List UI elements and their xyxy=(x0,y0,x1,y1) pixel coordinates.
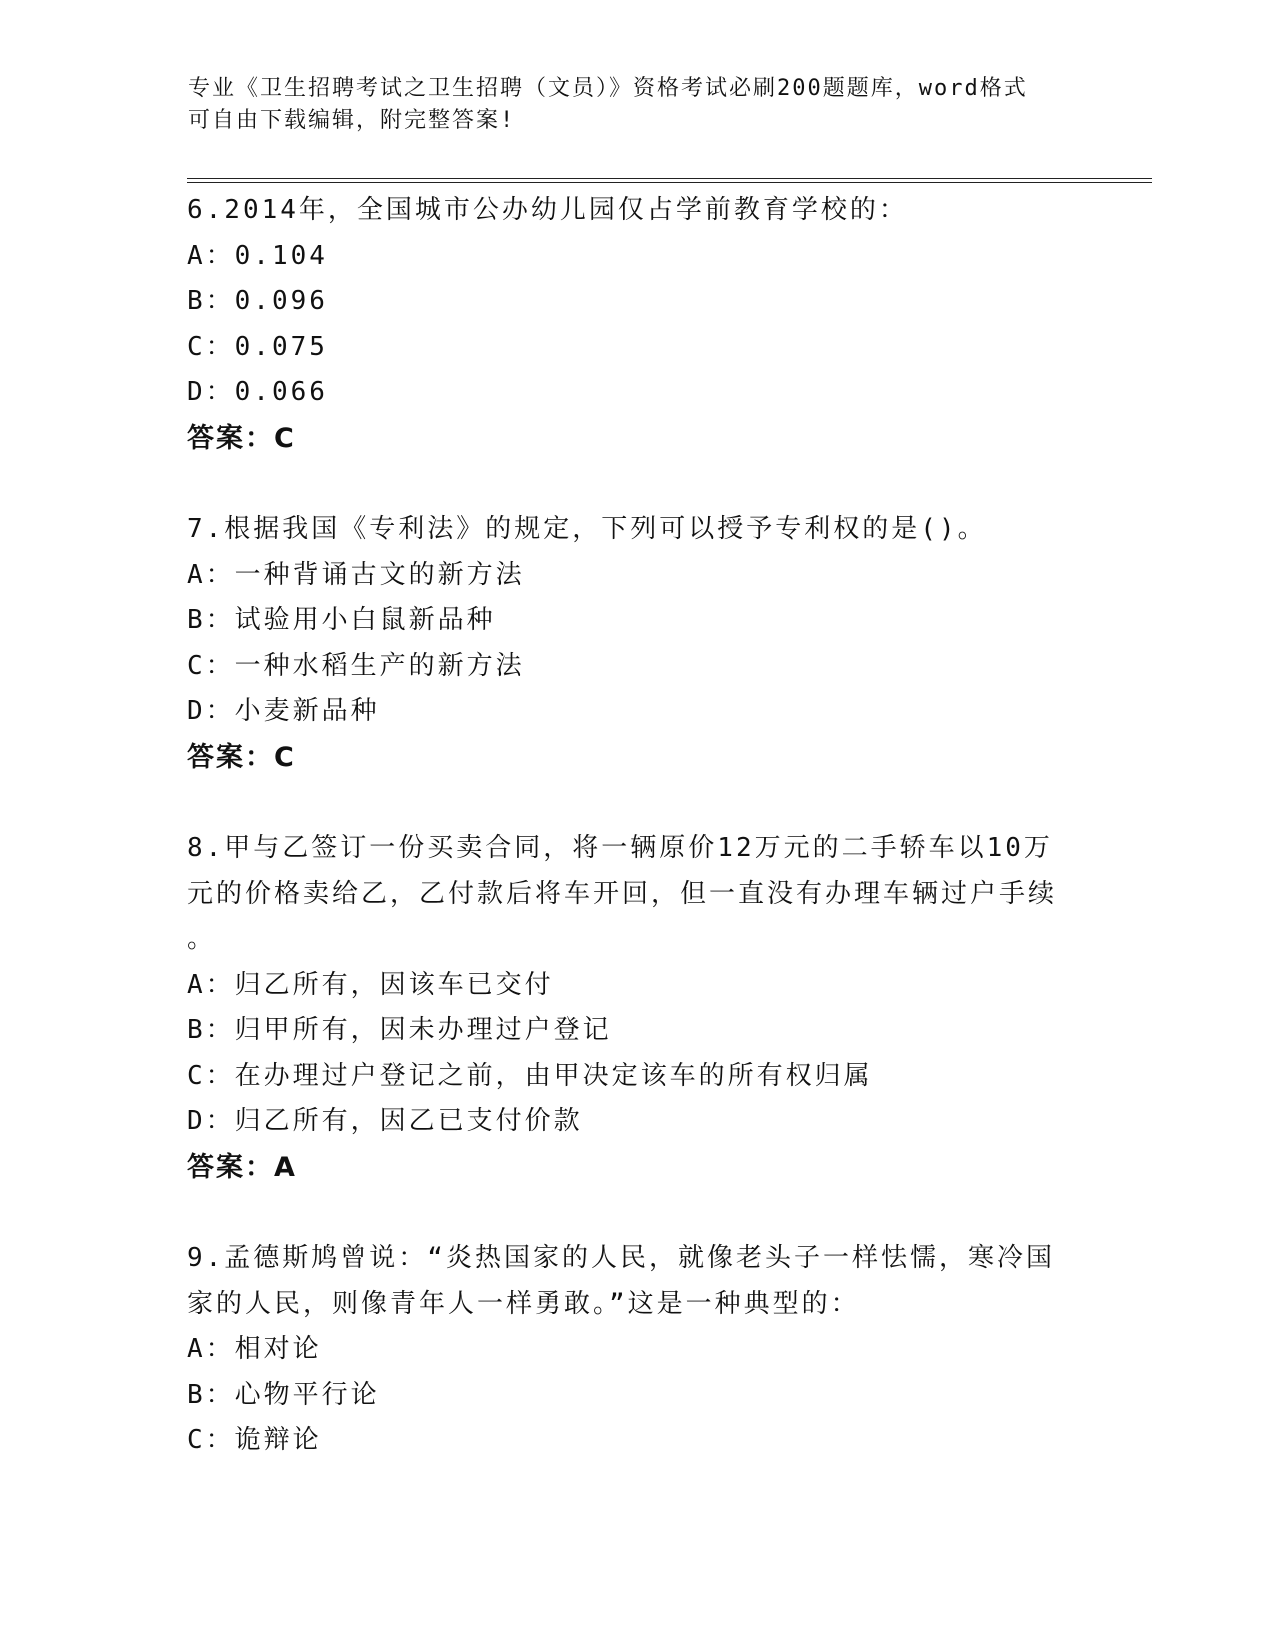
question-stem-continued: 元的价格卖给乙，乙付款后将车开回，但一直没有办理车辆过户手续 xyxy=(187,878,1058,909)
option-b: B：试验用小白鼠新品种 xyxy=(187,605,496,635)
option-b: B：0.096 xyxy=(187,286,328,316)
option-a: A：0.104 xyxy=(187,240,328,271)
option-a: A：归乙所有，因该车已交付 xyxy=(187,969,554,1000)
question-stem: 9.孟德斯鸠曾说：“炎热国家的人民，就像老头子一样怯懦，寒冷国 xyxy=(187,1243,1055,1273)
question-9 xyxy=(187,1236,1067,1464)
question-8 xyxy=(187,826,1067,1190)
option-a: A：一种背诵古文的新方法 xyxy=(187,559,525,590)
header-line-1: 专业《卫生招聘考试之卫生招聘（文员）》资格考试必刷200题题库，word格式 xyxy=(188,76,1028,101)
header-divider xyxy=(187,178,1152,183)
option-b: B：归甲所有，因未办理过户登记 xyxy=(187,1015,612,1045)
option-c: C：诡辩论 xyxy=(187,1425,322,1455)
option-c: C：在办理过户登记之前，由甲决定该车的所有权归属 xyxy=(187,1060,873,1091)
question-stem-continued: 家的人民，则像青年人一样勇敢。”这是一种典型的： xyxy=(187,1288,860,1319)
question-stem: 8.甲与乙签订一份买卖合同，将一辆原价12万元的二手轿车以10万 xyxy=(187,833,1053,863)
question-list xyxy=(187,188,1067,1464)
option-d: D：小麦新品种 xyxy=(187,696,380,726)
question-6 xyxy=(187,188,1067,461)
header-line-2: 可自由下载编辑，附完整答案! xyxy=(188,108,516,133)
option-b: B：心物平行论 xyxy=(187,1379,380,1410)
question-stem: 7.根据我国《专利法》的规定，下列可以授予专利权的是()。 xyxy=(187,514,987,544)
document-header xyxy=(188,73,1068,137)
option-d: D：归乙所有，因乙已支付价款 xyxy=(187,1106,583,1136)
spacer xyxy=(187,1190,1067,1236)
answer: 答案：C xyxy=(187,741,296,773)
option-c: C：0.075 xyxy=(187,331,328,362)
question-stem: 6.2014年，全国城市公办幼儿园仅占学前教育学校的： xyxy=(187,195,908,225)
answer: 答案：C xyxy=(187,422,296,454)
question-stem-continued: 。 xyxy=(187,924,217,954)
answer: 答案：A xyxy=(187,1151,297,1183)
question-7 xyxy=(187,507,1067,780)
spacer xyxy=(187,461,1067,507)
option-d: D：0.066 xyxy=(187,377,328,407)
option-c: C：一种水稻生产的新方法 xyxy=(187,650,525,681)
option-a: A：相对论 xyxy=(187,1334,322,1364)
spacer xyxy=(187,780,1067,826)
